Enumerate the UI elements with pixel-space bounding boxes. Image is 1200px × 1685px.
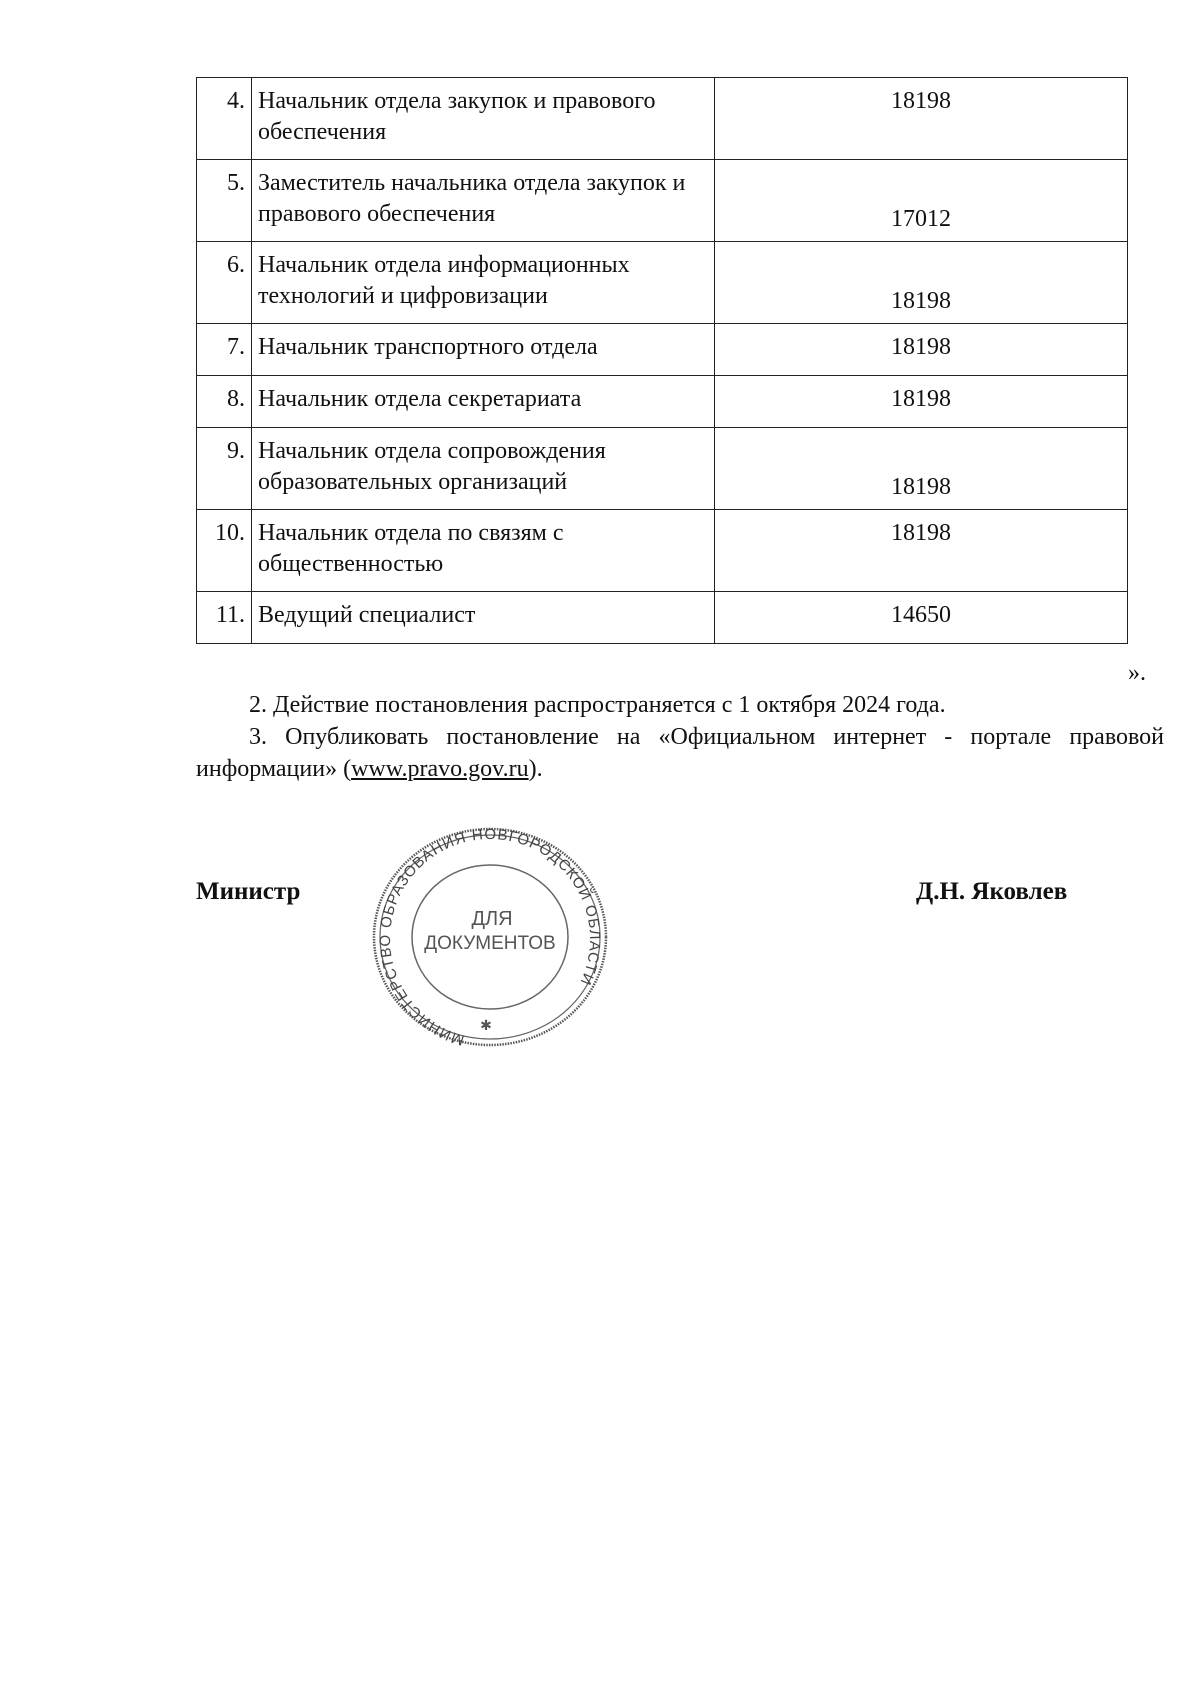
- position-title: Начальник отдела секретариата: [252, 376, 715, 428]
- row-number: 6.: [197, 242, 252, 324]
- signatory-role: Министр: [196, 878, 301, 905]
- table-row: [197, 78, 1128, 160]
- paragraph-3-end: ).: [528, 756, 543, 782]
- salary-value: 18198: [715, 242, 1128, 324]
- paragraph-3-text: 3. Опубликовать постановление на «Официальном интернет - портале правовой информации» (: [196, 724, 1164, 782]
- salary-value: 18198: [715, 324, 1128, 376]
- row-number: 9.: [197, 428, 252, 510]
- row-number: 5.: [197, 160, 252, 242]
- position-title: Начальник отдела по связям с общественностью: [252, 510, 715, 592]
- table-row: [197, 510, 1128, 592]
- salary-table: [196, 77, 1128, 644]
- position-title: Начальник отдела закупок и правового обеспечения: [252, 78, 715, 160]
- salary-value: 18198: [715, 428, 1128, 510]
- salary-value: 18198: [715, 78, 1128, 160]
- row-number: 11.: [197, 592, 252, 644]
- position-title: Начальник отдела информационных технологий и цифровизации: [252, 242, 715, 324]
- position-title: Начальник транспортного отдела: [252, 324, 715, 376]
- salary-table-body: [197, 78, 1128, 644]
- closing-quote: ».: [1128, 660, 1146, 686]
- salary-value: 17012: [715, 160, 1128, 242]
- table-row: [197, 376, 1128, 428]
- table-row: [197, 160, 1128, 242]
- stamp-center-line-1: ДЛЯ: [471, 908, 513, 930]
- stamp-center-line-2: ДОКУМЕНТОВ: [424, 933, 556, 954]
- row-number: 10.: [197, 510, 252, 592]
- row-number: 7.: [197, 324, 252, 376]
- salary-value: 18198: [715, 510, 1128, 592]
- table-row: [197, 324, 1128, 376]
- position-title: Ведущий специалист: [252, 592, 715, 644]
- paragraph-3: [196, 721, 1164, 785]
- position-title: Начальник отдела сопровождения образовательных организаций: [252, 428, 715, 510]
- position-title: Заместитель начальника отдела закупок и правового обеспечения: [252, 160, 715, 242]
- salary-value: 14650: [715, 592, 1128, 644]
- table-row: [197, 592, 1128, 644]
- pravo-link[interactable]: www.pravo.gov.ru: [351, 756, 529, 782]
- table-row: [197, 428, 1128, 510]
- signatory-name: Д.Н. Яковлев: [916, 878, 1068, 905]
- official-stamp: [368, 823, 612, 1051]
- salary-value: 18198: [715, 376, 1128, 428]
- row-number: 8.: [197, 376, 252, 428]
- table-row: [197, 242, 1128, 324]
- stamp-ring-text: МИНИСТЕРСТВО ОБРАЗОВАНИЯ НОВГОРОДСКОЙ ОБЛАСТИ: [376, 825, 604, 1049]
- stamp-star-icon: ✱: [480, 1018, 492, 1034]
- row-number: 4.: [197, 78, 252, 160]
- paragraph-2: 2. Действие постановления распространяется с 1 октября 2024 года.: [249, 692, 946, 718]
